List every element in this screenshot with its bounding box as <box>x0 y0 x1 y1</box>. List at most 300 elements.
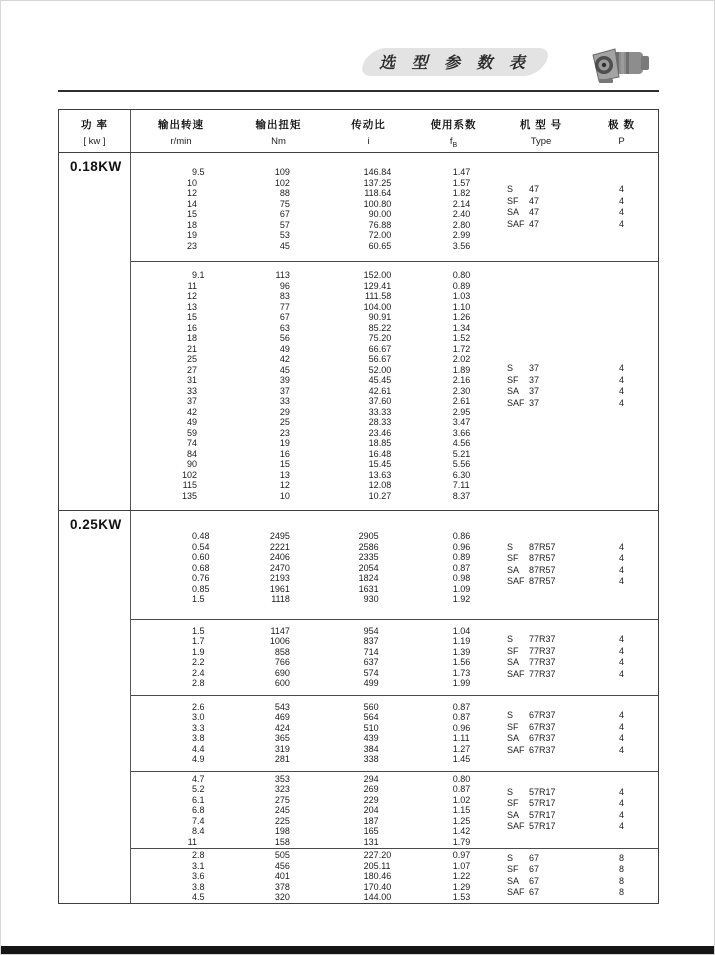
cell-factor: 2 .61 <box>452 396 471 406</box>
cell-ratio: 499 <box>363 678 379 688</box>
column-header-unit: $f_B$ <box>449 136 458 149</box>
cell-speed: 4 .5 <box>191 892 205 902</box>
cell-speed: 7 .4 <box>191 815 205 826</box>
cell-torque: 67 <box>279 209 290 219</box>
cell-speed: 49 <box>186 417 197 427</box>
cell-factor: 1 .45 <box>452 754 471 764</box>
cell-ratio: 10 .27 <box>368 490 392 501</box>
cell-ratio: 204 <box>363 805 379 815</box>
cell-torque: 2221 <box>269 541 290 552</box>
poles-value: 8 <box>618 875 624 886</box>
cell-factor: 1 .02 <box>452 794 471 805</box>
type-column <box>496 511 586 619</box>
blocks-container <box>131 511 658 903</box>
poles-value: 4 <box>618 634 624 644</box>
cell-ratio: 76 .88 <box>368 219 392 230</box>
column-header-zh: 输出转速 <box>158 119 204 131</box>
power-section <box>59 510 658 903</box>
cell-factor: 5 .56 <box>452 459 471 469</box>
cell-torque: 45 <box>279 364 290 375</box>
cell-factor: 2 .40 <box>452 209 471 219</box>
cell-factor: 2 .30 <box>452 385 471 396</box>
column-header-3 <box>326 110 411 152</box>
column-header-zh: 功 率 <box>81 119 108 131</box>
poles-value: 4 <box>618 786 624 797</box>
cell-speed: 4 .7 <box>191 773 205 784</box>
cell-ratio: 2054 <box>358 562 379 573</box>
type-label: SA 77R37 <box>507 657 556 667</box>
cell-factor: 0 .96 <box>452 541 471 552</box>
cell-factor: 1 .04 <box>452 625 471 636</box>
cell-ratio: 165 <box>363 826 379 836</box>
cell-factor: 0 .98 <box>452 573 471 583</box>
cell-speed: 9 .1 <box>191 270 205 280</box>
cell-factor: 1 .56 <box>452 657 471 667</box>
cell-factor: 1 .27 <box>452 743 471 754</box>
cell-speed: 1 .9 <box>191 646 205 657</box>
cell-speed: 14 <box>186 198 197 209</box>
cell-ratio: 33 .33 <box>368 406 392 417</box>
cell-factor: 6 .30 <box>452 469 471 480</box>
type-column <box>496 772 586 849</box>
cell-torque: 57 <box>279 219 290 230</box>
cell-factor: 1 .39 <box>452 646 471 657</box>
column-header-unit: Type <box>530 136 552 147</box>
cell-factor: 1 .34 <box>452 322 471 333</box>
type-label: SF 37 <box>507 374 540 385</box>
cell-factor: 7 .11 <box>452 480 470 490</box>
cell-factor: 2 .99 <box>452 230 471 240</box>
cell-factor: 1 .47 <box>452 167 471 177</box>
poles-value: 4 <box>618 553 624 564</box>
cell-torque: 858 <box>274 646 290 657</box>
poles-value: 4 <box>618 397 624 408</box>
cell-torque: 12 <box>279 480 290 490</box>
cell-torque: 15 <box>279 459 290 469</box>
poles-value: 4 <box>618 733 624 743</box>
poles-value: 4 <box>618 218 624 229</box>
cell-factor: 1 .09 <box>452 583 471 594</box>
cell-speed: 23 <box>186 240 197 251</box>
gearmotor-photo-icon <box>587 43 653 89</box>
cell-speed: 3 .3 <box>191 722 205 733</box>
cell-ratio: 1631 <box>358 583 379 594</box>
cell-torque: 75 <box>279 198 290 209</box>
cell-speed: 74 <box>186 438 197 448</box>
cell-torque: 158 <box>274 836 290 847</box>
cell-factor: 0 .87 <box>452 712 471 722</box>
cell-torque: 690 <box>274 667 290 678</box>
type-label: SF 57R17 <box>507 798 556 809</box>
poles-value: 4 <box>618 195 624 206</box>
cell-ratio: 12 .08 <box>368 480 392 490</box>
cell-factor: 1 .10 <box>452 301 471 312</box>
cell-ratio: 954 <box>363 625 379 636</box>
cell-speed: 2 .2 <box>191 657 205 667</box>
cell-ratio: 131 <box>363 836 379 847</box>
column-header-5 <box>496 110 586 152</box>
cell-torque: 49 <box>279 343 290 354</box>
cell-torque: 37 <box>279 385 290 396</box>
type-label: SA 87R57 <box>507 564 556 575</box>
power-section <box>59 153 658 510</box>
poles-value: 4 <box>618 374 624 385</box>
cell-torque: 10 <box>279 490 290 501</box>
ratio-block <box>131 771 658 849</box>
cell-ratio: 129 .41 <box>363 280 392 291</box>
type-label: SAF 67 <box>507 887 540 898</box>
cell-ratio: 72 .00 <box>368 230 392 240</box>
poles-value: 4 <box>618 809 624 820</box>
column-header-unit: i <box>367 136 370 147</box>
cell-torque: 424 <box>274 722 290 733</box>
cell-speed: 3 .8 <box>191 733 205 743</box>
cell-ratio: 90 .91 <box>368 312 392 322</box>
cell-torque: 1961 <box>269 583 290 594</box>
cell-ratio: 90 .00 <box>368 209 392 219</box>
poles-value: 4 <box>618 668 624 679</box>
type-column <box>496 849 586 903</box>
cell-speed: 4 .4 <box>191 743 205 754</box>
cell-speed: 15 <box>186 209 197 219</box>
cell-torque: 353 <box>274 773 290 784</box>
poles-value: 8 <box>618 887 624 898</box>
cell-torque: 29 <box>279 406 290 417</box>
column-header-0 <box>59 110 131 152</box>
cell-torque: 16 <box>279 448 290 459</box>
cell-torque: 56 <box>279 333 290 343</box>
cell-ratio: 384 <box>363 743 379 754</box>
cell-torque: 88 <box>279 188 290 198</box>
cell-torque: 83 <box>279 291 290 301</box>
cell-torque: 25 <box>279 417 290 427</box>
poles-value: 4 <box>618 657 624 667</box>
cell-factor: 1 .25 <box>452 815 471 826</box>
cell-torque: 1118 <box>271 594 290 604</box>
cell-torque: 319 <box>274 743 290 754</box>
cell-ratio: 52 .00 <box>368 364 392 375</box>
ratio-block <box>131 261 658 510</box>
cell-factor: 3 .56 <box>452 240 471 251</box>
type-label: SA 57R17 <box>507 809 556 820</box>
cell-speed: 18 <box>186 219 197 230</box>
cell-torque: 45 <box>279 240 290 251</box>
cell-torque: 102 <box>274 177 290 188</box>
type-label: SA 47 <box>507 207 540 217</box>
cell-factor: 1 .07 <box>452 860 471 871</box>
poles-value: 4 <box>618 363 624 373</box>
cell-speed: 9 .5 <box>191 167 205 177</box>
cell-factor: 2 .80 <box>452 219 471 230</box>
cell-torque: 2193 <box>269 573 290 583</box>
column-header-6 <box>586 110 657 152</box>
cell-torque: 113 <box>275 270 290 280</box>
cell-speed: 3 .1 <box>191 860 205 871</box>
cell-torque: 39 <box>279 375 290 385</box>
cell-speed: 27 <box>186 364 197 375</box>
cell-factor: 4 .56 <box>452 438 471 448</box>
poles-column <box>586 696 657 771</box>
poles-column <box>586 849 657 903</box>
cell-factor: 0 .87 <box>452 784 471 794</box>
ratio-block <box>131 695 658 771</box>
cell-torque: 401 <box>274 871 290 881</box>
cell-factor: 0 .87 <box>452 562 471 573</box>
cell-torque: 2406 <box>269 552 290 562</box>
cell-torque: 19 <box>279 438 290 448</box>
poles-value: 4 <box>618 184 624 194</box>
cell-factor: 1 .89 <box>452 364 471 375</box>
cell-torque: 365 <box>274 733 290 743</box>
type-label: SF 47 <box>507 195 540 206</box>
cell-torque: 505 <box>274 850 290 860</box>
cell-torque: 42 <box>279 354 290 364</box>
cell-ratio: 170 .40 <box>363 881 392 892</box>
cell-factor: 0 .80 <box>452 270 471 280</box>
cell-factor: 0 .80 <box>452 773 471 784</box>
cell-factor: 0 .87 <box>452 701 471 712</box>
cell-torque: 275 <box>274 794 290 805</box>
cell-torque: 225 <box>274 815 290 826</box>
cell-speed: 10 <box>186 177 197 188</box>
cell-ratio: 15 .45 <box>368 459 392 469</box>
cell-factor: 1 .73 <box>452 667 471 678</box>
cell-factor: 2 .95 <box>452 406 471 417</box>
ratio-block <box>131 511 658 619</box>
power-label: 0.25KW <box>70 517 122 532</box>
poles-value: 8 <box>618 864 624 875</box>
cell-torque: 77 <box>279 301 290 312</box>
cell-ratio: 229 <box>363 794 379 805</box>
cell-factor: 1 .29 <box>452 881 471 892</box>
type-label: S 87R57 <box>507 541 556 552</box>
cell-factor: 2 .16 <box>452 375 471 385</box>
cell-torque: 469 <box>274 712 290 722</box>
cell-speed: 6 .1 <box>191 794 205 805</box>
cell-torque: 323 <box>274 784 290 794</box>
column-header-zh: 使用系数 <box>430 119 477 131</box>
cell-torque: 766 <box>274 657 290 667</box>
column-header-unit: P <box>618 136 625 147</box>
power-column <box>59 511 131 903</box>
cell-speed: 37 <box>186 396 197 406</box>
column-header-1 <box>131 110 231 152</box>
column-header-unit: [ kw ] <box>83 136 106 147</box>
cell-ratio: 1824 <box>358 573 379 583</box>
cell-ratio: 227 .20 <box>363 850 392 860</box>
poles-value: 4 <box>618 576 624 587</box>
poles-value: 4 <box>618 564 624 575</box>
cell-factor: 3 .47 <box>452 417 471 427</box>
poles-value: 4 <box>618 645 624 656</box>
cell-ratio: 13 .63 <box>368 469 392 480</box>
ratio-block <box>131 848 658 903</box>
cell-speed: 59 <box>186 427 197 438</box>
cell-speed: 0 .54 <box>191 541 210 552</box>
cell-torque: 63 <box>279 322 290 333</box>
page-title: 选 型 参 数 表 <box>379 55 531 72</box>
cell-ratio: 2335 <box>358 552 379 562</box>
cell-speed: 8 .4 <box>191 826 205 836</box>
cell-speed: 18 <box>186 333 197 343</box>
poles-column <box>586 772 657 849</box>
poles-value: 4 <box>618 744 624 755</box>
column-header-zh: 机 型 号 <box>519 119 563 131</box>
cell-torque: 320 <box>274 892 290 902</box>
poles-column <box>586 620 657 695</box>
cell-torque: 1006 <box>269 636 290 646</box>
cell-ratio: 56 .67 <box>368 354 392 364</box>
cell-ratio: 100 .80 <box>363 198 392 209</box>
poles-column <box>586 262 657 510</box>
cell-speed: 90 <box>186 459 197 469</box>
cell-ratio: 837 <box>363 636 379 646</box>
column-header-unit: Nm <box>271 136 286 147</box>
cell-speed: 19 <box>186 230 197 240</box>
column-header-unit: r/min <box>170 136 192 147</box>
cell-speed: 1 .5 <box>191 594 205 604</box>
poles-value: 4 <box>618 386 624 396</box>
ratio-block <box>131 619 658 695</box>
cell-torque: 378 <box>274 881 290 892</box>
selection-parameter-table <box>58 109 659 904</box>
cell-factor: 1 .53 <box>452 892 471 902</box>
cell-factor: 0 .86 <box>452 531 471 541</box>
cell-ratio: 294 <box>363 773 379 784</box>
type-label: SA 67R37 <box>507 733 556 743</box>
cell-factor: 1 .72 <box>452 343 471 354</box>
cell-factor: 1 .19 <box>452 636 471 646</box>
type-label: S 67R37 <box>507 710 556 720</box>
type-label: S 47 <box>507 184 540 194</box>
type-label: S 57R17 <box>507 786 556 797</box>
cell-ratio: 510 <box>363 722 379 733</box>
cell-ratio: 111 .58 <box>365 291 392 301</box>
cell-ratio: 16 .48 <box>368 448 392 459</box>
poles-column <box>586 511 657 619</box>
column-header-zh: 传动比 <box>351 119 386 131</box>
cell-torque: 109 <box>274 167 290 177</box>
type-label: SAF 57R17 <box>507 821 556 832</box>
cell-ratio: 146 .84 <box>363 167 392 177</box>
cell-speed: 11 <box>187 836 197 847</box>
cell-torque: 33 <box>279 396 290 406</box>
cell-factor: 1 .26 <box>452 312 471 322</box>
poles-value: 4 <box>618 541 624 552</box>
column-header-zh: 极 数 <box>608 119 635 131</box>
cell-factor: 1 .15 <box>452 805 471 815</box>
cell-speed: 0 .85 <box>191 583 210 594</box>
type-label: SA 67 <box>507 875 540 886</box>
cell-speed: 31 <box>186 375 197 385</box>
poles-value: 4 <box>618 207 624 217</box>
cell-speed: 102 <box>181 469 197 480</box>
cell-torque: 245 <box>274 805 290 815</box>
cell-speed: 2 .8 <box>191 850 205 860</box>
cell-factor: 1 .99 <box>452 678 471 688</box>
cell-speed: 3 .8 <box>191 881 205 892</box>
cell-speed: 25 <box>186 354 197 364</box>
cell-factor: 1 .82 <box>452 188 471 198</box>
cell-ratio: 338 <box>363 754 379 764</box>
cell-factor: 1 .92 <box>452 594 471 604</box>
cell-factor: 1 .57 <box>452 177 471 188</box>
cell-speed: 3 .6 <box>191 871 205 881</box>
type-label: SAF 37 <box>507 397 540 408</box>
cell-ratio: 269 <box>363 784 379 794</box>
power-column <box>59 153 131 510</box>
cell-speed: 12 <box>186 188 197 198</box>
type-label: SF 67 <box>507 864 540 875</box>
cell-speed: 5 .2 <box>191 784 205 794</box>
type-label: S 77R37 <box>507 634 556 644</box>
cell-speed: 2 .4 <box>191 667 205 678</box>
cell-ratio: 2586 <box>358 541 379 552</box>
cell-ratio: 85 .22 <box>368 322 392 333</box>
type-column <box>496 696 586 771</box>
table-body <box>59 153 658 903</box>
column-header-2 <box>231 110 326 152</box>
cell-speed: 0 .60 <box>191 552 210 562</box>
cell-ratio: 180 .46 <box>363 871 392 881</box>
cell-speed: 84 <box>186 448 197 459</box>
cell-torque: 543 <box>274 701 290 712</box>
cell-speed: 4 .9 <box>191 754 205 764</box>
cell-ratio: 930 <box>363 594 379 604</box>
type-label: SF 87R57 <box>507 553 556 564</box>
cell-speed: 3 .0 <box>191 712 205 722</box>
cell-speed: 6 .8 <box>191 805 205 815</box>
poles-value: 4 <box>618 798 624 809</box>
poles-value: 4 <box>618 721 624 732</box>
cell-torque: 1147 <box>270 625 290 636</box>
cell-speed: 11 <box>187 280 197 291</box>
table-header-row <box>59 110 658 153</box>
cell-torque: 456 <box>274 860 290 871</box>
cell-speed: 1 .7 <box>191 636 205 646</box>
type-label: SAF 87R57 <box>507 576 556 587</box>
cell-factor: 1 .79 <box>452 836 471 847</box>
power-label: 0.18KW <box>70 159 122 174</box>
cell-factor: 1 .52 <box>452 333 471 343</box>
type-column <box>496 620 586 695</box>
cell-factor: 5 .21 <box>452 448 471 459</box>
cell-factor: 8 .37 <box>452 490 471 501</box>
cell-torque: 198 <box>274 826 290 836</box>
cell-ratio: 2905 <box>358 531 379 541</box>
type-label: SF 67R37 <box>507 721 556 732</box>
cell-ratio: 137 .25 <box>363 177 392 188</box>
cell-speed: 33 <box>186 385 197 396</box>
cell-factor: 0 .89 <box>452 280 471 291</box>
cell-speed: 115 <box>182 480 197 490</box>
cell-speed: 21 <box>186 343 197 354</box>
cell-torque: 53 <box>279 230 290 240</box>
type-label: SAF 67R37 <box>507 744 556 755</box>
cell-torque: 96 <box>279 280 290 291</box>
cell-speed: 12 <box>186 291 197 301</box>
cell-ratio: 42 .61 <box>368 385 392 396</box>
cell-torque: 13 <box>279 469 290 480</box>
ratio-block <box>131 153 658 261</box>
cell-torque: 23 <box>279 427 290 438</box>
cell-torque: 281 <box>274 754 290 764</box>
cell-torque: 67 <box>279 312 290 322</box>
type-label: SAF 47 <box>507 218 540 229</box>
cell-speed: 1 .5 <box>191 625 205 636</box>
cell-speed: 0 .76 <box>191 573 210 583</box>
cell-factor: 2 .02 <box>452 354 471 364</box>
